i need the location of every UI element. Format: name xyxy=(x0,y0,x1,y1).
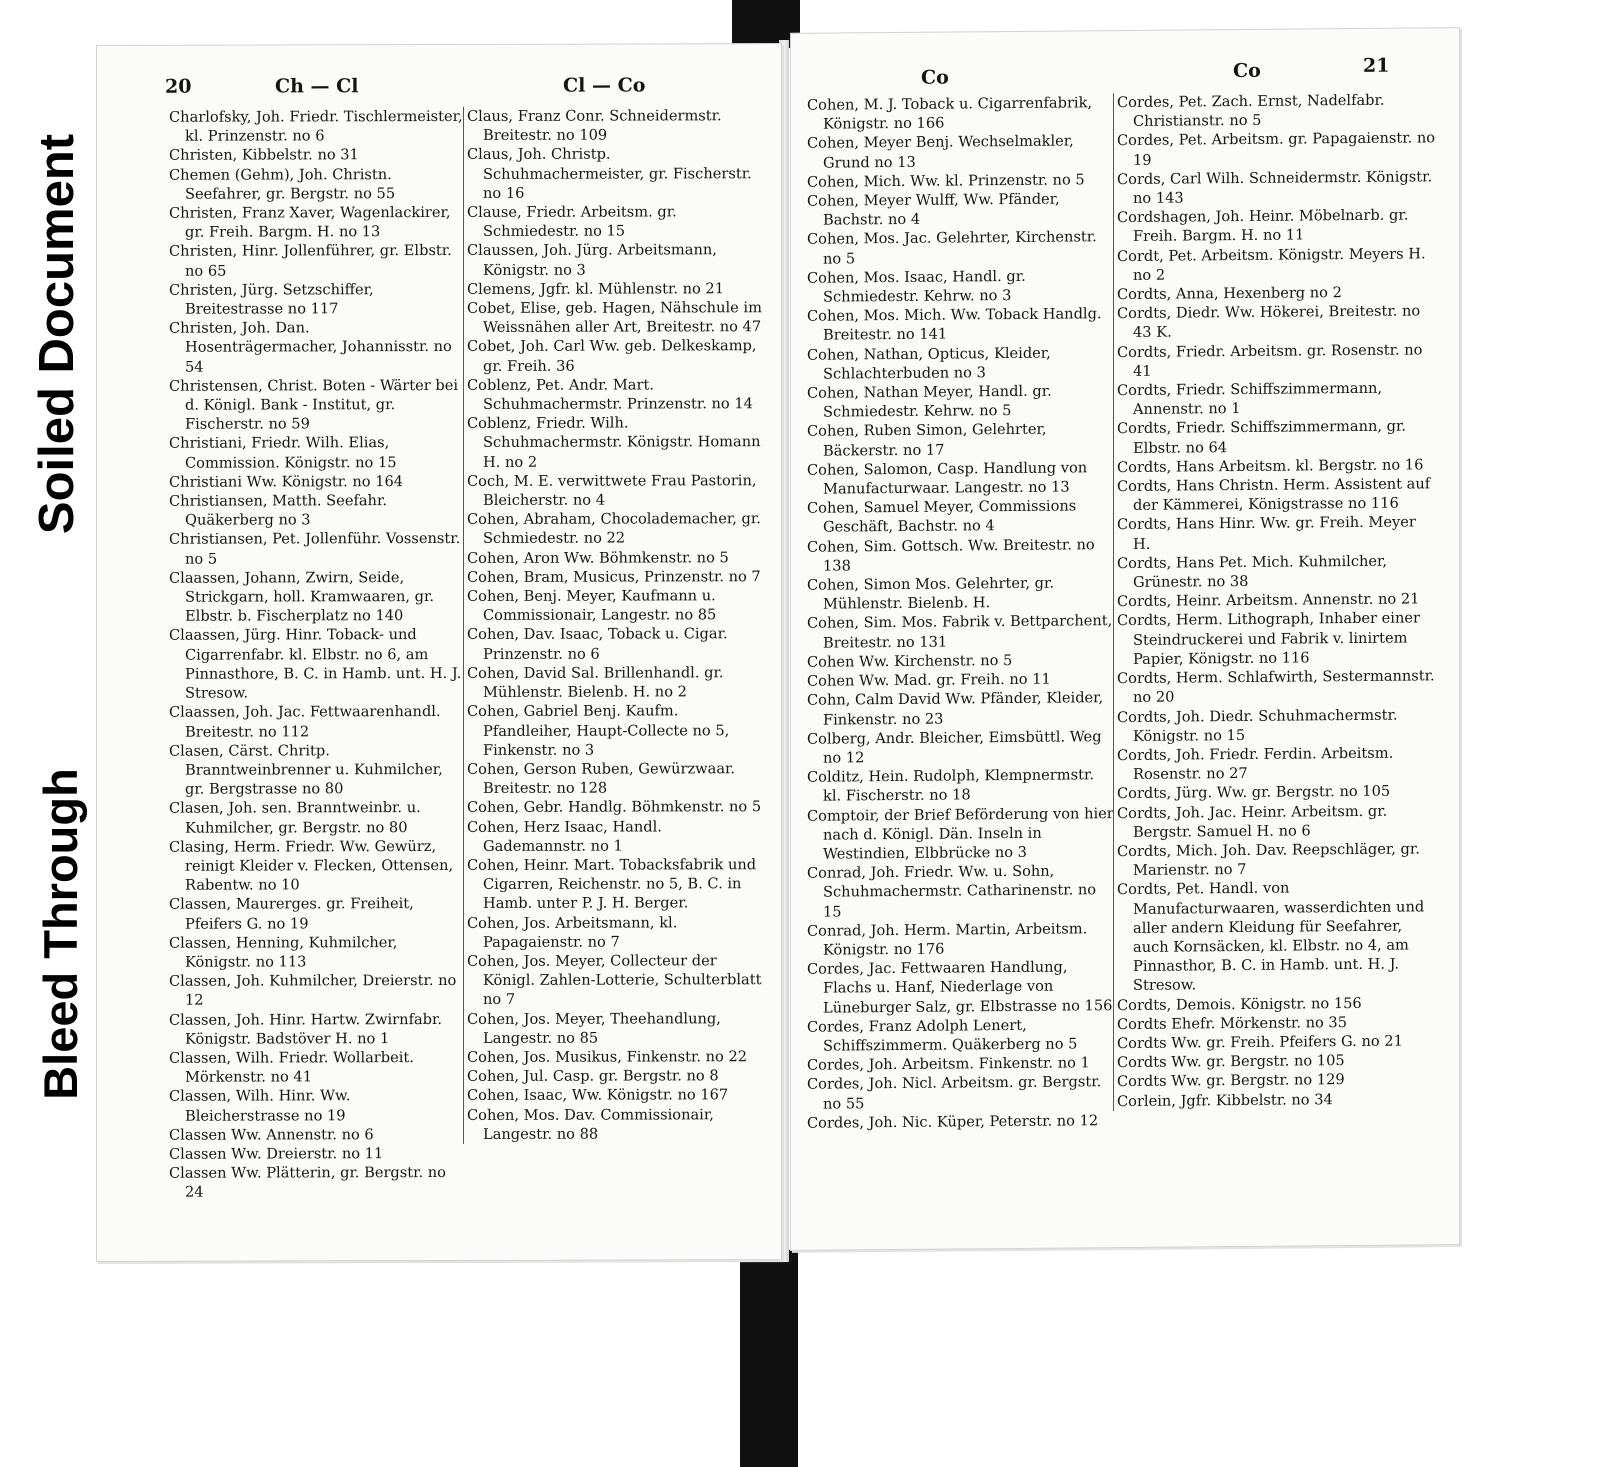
directory-entry: Cordts, Hans Hinr. Ww. gr. Freih. Meyer H. xyxy=(1117,513,1416,553)
directory-entry: Claassen, Joh. Jac. Fettwaarenhandl. Breitestr. no 112 xyxy=(169,703,441,741)
directory-entry: Christen, Franz Xaver, Wagenlackirer, gr. Freih. Bargm. H. no 13 xyxy=(169,203,451,241)
directory-column xyxy=(169,107,465,1202)
directory-entry: Coblenz, Friedr. Wilh. Schuhmachermstr. Königstr. Homann H. no 2 xyxy=(467,414,761,471)
directory-entry: Cohen, Benj. Meyer, Kaufmann u. Commissionair, Langestr. no 85 xyxy=(467,587,717,625)
left-page xyxy=(96,43,782,1262)
directory-entry: Cordts, Pet. Handl. von Manufacturwaaren, wasserdichten und aller andern Kleidung für Seefahrer, auch Kornsäcken, kl. Elbstr. no 4, am Pinnasthor, B. C. in Hamb. unt. H. J. Stresow. xyxy=(1117,879,1425,995)
directory-entry: Clasing, Herm. Friedr. Ww. Gewürz, reinigt Kleider v. Flecken, Ottensen, Rabentw. no 10 xyxy=(169,837,454,894)
directory-entry: Cohen, M. J. Toback u. Cigarrenfabrik, Königstr. no 166 xyxy=(807,94,1093,133)
directory-entry: Cohen, Simon Mos. Gelehrter, gr. Mühlenstr. Bielenb. H. xyxy=(807,574,1054,613)
bleed-through-label: Bleed Through xyxy=(34,768,87,1100)
directory-entry: Cordes, Franz Adolph Lenert, Schiffszimmerm. Quäkerberg no 5 xyxy=(807,1016,1078,1055)
directory-entry: Claus, Franz Conr. Schneidermstr. Breitestr. no 109 xyxy=(467,107,722,145)
directory-entry: Cordes, Joh. Nic. Küper, Peterstr. no 12 xyxy=(807,1111,1099,1132)
directory-entry: Cordts, Herm. Lithograph, Inhaber einer Steindruckerei und Fabrik v. linirtem Papier, Königstr. no 116 xyxy=(1117,609,1420,668)
directory-entry: Christiani, Friedr. Wilh. Elias, Commission. Königstr. no 15 xyxy=(169,434,397,472)
directory-entry: Classen, Wilh. Friedr. Wollarbeit. Mörkenstr. no 41 xyxy=(169,1049,414,1086)
directory-entry: Classen Ww. Dreierstr. no 11 xyxy=(169,1145,384,1163)
directory-entry: Cohen, Ruben Simon, Gelehrter, Bäckerstr. no 17 xyxy=(807,421,1047,460)
directory-entry: Cordts, Heinr. Arbeitsm. Annenstr. no 21 xyxy=(1117,590,1420,611)
directory-entry: Corlein, Jgfr. Kibbelstr. no 34 xyxy=(1117,1090,1333,1110)
directory-entry: Cordts, Diedr. Ww. Hökerei, Breitestr. no 43 K. xyxy=(1117,302,1421,342)
directory-entry: Cohen, Gerson Ruben, Gewürzwaar. Breitestr. no 128 xyxy=(467,760,736,797)
directory-entry: Cohen, Bram, Musicus, Prinzenstr. no 7 xyxy=(467,568,761,586)
directory-entry: Cohen, Gabriel Benj. Kaufm. Pfandleiher, Haupt-Collecte no 5, Finkenstr. no 3 xyxy=(467,702,730,759)
directory-entry: Cordts, Hans Christn. Herm. Assistent auf der Kämmerei, Königstrasse no 116 xyxy=(1117,475,1431,515)
binding-band-bottom xyxy=(740,1250,798,1467)
directory-entry: Claassen, Johann, Zwirn, Seide, Strickgarn, holl. Kramwaaren, gr. Elbstr. b. Fischerplatz no 140 xyxy=(169,568,434,625)
directory-entry: Christiansen, Pet. Jollenführ. Vossenstr. no 5 xyxy=(169,530,461,568)
heading-right-column2: Co xyxy=(1233,59,1261,83)
directory-entry: Classen, Joh. Kuhmilcher, Dreierstr. no 12 xyxy=(169,972,457,1010)
directory-entry: Classen, Wilh. Hinr. Ww. Bleicherstrasse no 19 xyxy=(169,1087,351,1125)
directory-entry: Cohen, Mos. Isaac, Handl. gr. Schmiedestr. Kehrw. no 3 xyxy=(807,267,1026,306)
directory-entry: Chemen (Gehm), Joh. Christn. Seefahrer, gr. Bergstr. no 55 xyxy=(169,165,396,203)
directory-entry: Colberg, Andr. Bleicher, Eimsbüttl. Weg no 12 xyxy=(807,727,1102,767)
directory-entry: Cordts Ww. gr. Freih. Pfeifers G. no 21 xyxy=(1117,1032,1403,1053)
directory-entry: Cordts Ww. gr. Bergstr. no 105 xyxy=(1117,1052,1345,1072)
directory-column xyxy=(463,106,765,1144)
directory-entry: Cordts, Friedr. Arbeitsm. gr. Rosenstr. no 41 xyxy=(1117,341,1423,380)
directory-entry: Cobet, Joh. Carl Ww. geb. Delkeskamp, gr. Freih. 36 xyxy=(467,337,757,375)
directory-entry: Classen, Henning, Kuhmilcher, Königstr. no 113 xyxy=(169,933,398,971)
directory-entry: Cohen, Jos. Meyer, Theehandlung, Langestr. no 85 xyxy=(467,1009,721,1047)
directory-entry: Classen, Joh. Hinr. Hartw. Zwirnfabr. Königstr. Badstöver H. no 1 xyxy=(169,1010,443,1048)
bleed-through-stamp xyxy=(14,718,108,1150)
directory-entry: Claussen, Joh. Jürg. Arbeitsmann, Königstr. no 3 xyxy=(467,241,717,279)
soiled-document-label: Soiled Document xyxy=(30,133,84,535)
directory-entry: Cohen Ww. Mad. gr. Freih. no 11 xyxy=(807,670,1051,690)
directory-entry: Cohen, Mos. Dav. Commissionair, Langestr. no 88 xyxy=(467,1105,714,1143)
heading-right-column1: Co xyxy=(921,66,949,89)
directory-entry: Cordts, Joh. Friedr. Ferdin. Arbeitsm. Rosenstr. no 27 xyxy=(1117,744,1394,784)
directory-entry: Cordts, Mich. Joh. Dav. Reepschläger, gr. Marienstr. no 7 xyxy=(1117,840,1420,880)
directory-entry: Cohen, Isaac, Ww. Königstr. no 167 xyxy=(467,1086,729,1105)
directory-entry: Classen Ww. Plätterin, gr. Bergstr. no 24 xyxy=(169,1164,446,1202)
directory-entry: Cohen, Abraham, Chocolademacher, gr. Schmiedestr. no 22 xyxy=(467,510,761,548)
directory-entry: Cohen, Meyer Wulff, Ww. Pfänder, Bachstr. no 4 xyxy=(807,190,1060,229)
directory-entry: Christensen, Christ. Boten - Wärter bei d. Königl. Bank - Institut, gr. Fischerstr. no 59 xyxy=(169,376,459,433)
directory-entry: Colditz, Hein. Rudolph, Klempnermstr. kl. Fischerstr. no 18 xyxy=(807,766,1094,805)
directory-entry: Conrad, Joh. Herm. Martin, Arbeitsm. Königstr. no 176 xyxy=(807,920,1088,959)
directory-entry: Cordts, Hans Pet. Mich. Kuhmilcher, Grünestr. no 38 xyxy=(1117,552,1388,592)
directory-entry: Claassen, Jürg. Hinr. Toback- und Cigarrenfabr. kl. Elbstr. no 6, am Pinnasthore, B. C. in Hamb. unt. H. J. Stresow. xyxy=(169,626,462,702)
directory-entry: Cohen, Mos. Mich. Ww. Toback Handlg. Breitestr. no 141 xyxy=(807,305,1102,345)
directory-entry: Clause, Friedr. Arbeitsm. gr. Schmiedestr. no 15 xyxy=(467,203,677,241)
directory-entry: Cohen Ww. Kirchenstr. no 5 xyxy=(807,651,1013,671)
directory-entry: Cohen, Jos. Meyer, Collecteur der Königl. Zahlen-Lotterie, Schulterblatt no 7 xyxy=(467,952,762,1009)
directory-entry: Clasen, Joh. sen. Branntweinbr. u. Kuhmilcher, gr. Bergstr. no 80 xyxy=(169,799,421,837)
directory-entry: Cordts, Herm. Schlafwirth, Sestermannstr. no 20 xyxy=(1117,667,1435,707)
directory-entry: Cohen, Heinr. Mart. Tobacksfabrik und Cigarren, Reichenstr. no 5, B. C. in Hamb. unter P. J. H. Berger. xyxy=(467,856,757,913)
directory-entry: Cordts Ww. gr. Bergstr. no 129 xyxy=(1117,1071,1345,1091)
directory-column xyxy=(807,93,1115,1133)
page-number-right: 21 xyxy=(1363,54,1390,77)
directory-entry: Claus, Joh. Christp. Schuhmachermeister, gr. Fischerstr. no 16 xyxy=(467,145,752,202)
directory-entry: Cohen, Aron Ww. Böhmkenstr. no 5 xyxy=(467,548,729,567)
directory-entry: Cordts, Friedr. Schiffszimmermann, Annenstr. no 1 xyxy=(1117,379,1383,419)
directory-entry: Christiansen, Matth. Seefahr. Quäkerberg no 3 xyxy=(169,492,387,529)
directory-entry: Cohen, Sim. Mos. Fabrik v. Bettparchent, Breitestr. no 131 xyxy=(807,612,1113,652)
directory-entry: Cordts, Joh. Jac. Heinr. Arbeitsm. gr. Bergstr. Samuel H. no 6 xyxy=(1117,802,1388,841)
directory-entry: Cordes, Pet. Zach. Ernst, Nadelfabr. Christianstr. no 5 xyxy=(1117,91,1385,131)
directory-entry: Cordes, Jac. Fettwaaren Handlung, Flachs u. Hanf, Niederlage von Lüneburger Salz, gr. Elbstrasse no 156 xyxy=(807,958,1113,1017)
directory-entry: Coblenz, Pet. Andr. Mart. Schuhmachermstr. Prinzenstr. no 14 xyxy=(467,376,753,413)
directory-entry: Cohen, Jos. Musikus, Finkenstr. no 22 xyxy=(467,1048,748,1066)
directory-entry: Cohen, Samuel Meyer, Commissions Geschäft, Bachstr. no 4 xyxy=(807,497,1077,537)
directory-entry: Cordts, Demois. Königstr. no 156 xyxy=(1117,994,1362,1014)
directory-entry: Clemens, Jgfr. kl. Mühlenstr. no 21 xyxy=(467,280,724,298)
directory-entry: Classen, Maurerges. gr. Freiheit, Pfeifers G. no 19 xyxy=(169,895,414,933)
directory-entry: Cohen, Dav. Isaac, Toback u. Cigar. Prinzenstr. no 6 xyxy=(467,625,728,663)
directory-entry: Cordts, Jürg. Ww. gr. Bergstr. no 105 xyxy=(1117,782,1391,803)
directory-entry: Cobet, Elise, geb. Hagen, Nähschule im Weissnähen aller Art, Breitestr. no 47 xyxy=(467,299,762,337)
directory-entry: Cohen, Mos. Jac. Gelehrter, Kirchenstr. no 5 xyxy=(807,228,1097,268)
directory-entry: Christen, Hinr. Jollenführer, gr. Elbstr. no 65 xyxy=(169,242,452,280)
directory-entry: Cordts, Friedr. Schiffszimmermann, gr. Elbstr. no 64 xyxy=(1117,418,1407,457)
directory-entry: Cordts Ehefr. Mörkenstr. no 35 xyxy=(1117,1013,1347,1033)
directory-entry: Cohen, Meyer Benj. Wechselmakler, Grund no 13 xyxy=(807,132,1074,172)
directory-entry: Cohn, Calm David Ww. Pfänder, Kleider, Finkenstr. no 23 xyxy=(807,689,1104,729)
soiled-document-stamp xyxy=(14,84,100,584)
directory-entry: Cohen, Nathan Meyer, Handl. gr. Schmiedestr. Kehrw. no 5 xyxy=(807,382,1052,421)
directory-entry: Clasen, Cärst. Chritp. Branntweinbrenner u. Kuhmilcher, gr. Bergstrasse no 80 xyxy=(169,741,443,798)
directory-entry: Classen Ww. Annenstr. no 6 xyxy=(169,1125,374,1144)
directory-entry: Cohen, Sim. Gottsch. Ww. Breitestr. no 138 xyxy=(807,535,1095,575)
directory-entry: Cohen, Jos. Arbeitsmann, kl. Papagaienstr. no 7 xyxy=(467,913,678,951)
directory-entry: Comptoir, der Brief Beförderung von hier nach d. Königl. Dän. Inseln in Westindien, Elbbrücke no 3 xyxy=(807,804,1114,863)
directory-entry: Cordts, Hans Arbeitsm. kl. Bergstr. no 16 xyxy=(1117,456,1424,476)
heading-left-column2: Cl — Co xyxy=(563,74,646,97)
directory-entry: Cordts, Anna, Hexenberg no 2 xyxy=(1117,284,1342,304)
directory-entry: Cohen, Mich. Ww. kl. Prinzenstr. no 5 xyxy=(807,171,1085,191)
directory-entry: Cohen, Salomon, Casp. Handlung von Manufacturwaar. Langestr. no 13 xyxy=(807,459,1088,498)
directory-entry: Cohen, Gebr. Handlg. Böhmkenstr. no 5 xyxy=(467,798,762,817)
heading-left-column1: Ch — Cl xyxy=(275,75,359,98)
directory-entry: Conrad, Joh. Friedr. Ww. u. Sohn, Schuhmachermstr. Catharinenstr. no 15 xyxy=(807,862,1097,921)
directory-entry: Christen, Kibbelstr. no 31 xyxy=(169,146,359,165)
directory-entry: Cordts, Joh. Diedr. Schuhmachermstr. Königstr. no 15 xyxy=(1117,706,1398,745)
directory-entry: Cordes, Pet. Arbeitsm. gr. Papagaienstr. no 19 xyxy=(1117,129,1436,169)
directory-entry: Christiani Ww. Königstr. no 164 xyxy=(169,472,404,491)
directory-entry: Cords, Carl Wilh. Schneidermstr. Königstr. no 143 xyxy=(1117,168,1433,207)
directory-entry: Cordes, Joh. Arbeitsm. Finkenstr. no 1 xyxy=(807,1054,1090,1074)
directory-entry: Cohen, Herz Isaac, Handl. Gademannstr. no 1 xyxy=(467,817,662,855)
right-page xyxy=(790,27,1460,1251)
directory-entry: Coch, M. E. verwittwete Frau Pastorin, Bleicherstr. no 4 xyxy=(467,472,757,509)
directory-entry: Cohen, David Sal. Brillenhandl. gr. Mühlenstr. Bielenb. H. no 2 xyxy=(467,664,724,701)
directory-entry: Cordshagen, Joh. Heinr. Möbelnarb. gr. Freih. Bargm. H. no 11 xyxy=(1117,206,1409,246)
directory-entry: Christen, Jürg. Setzschiffer, Breitestrasse no 117 xyxy=(169,280,374,318)
directory-entry: Christen, Joh. Dan. Hosenträgermacher, Johannisstr. no 54 xyxy=(169,319,452,376)
directory-entry: Cohen, Jul. Casp. gr. Bergstr. no 8 xyxy=(467,1067,719,1086)
page-number-left: 20 xyxy=(165,75,192,98)
directory-entry: Charlofsky, Joh. Friedr. Tischlermeister, kl. Prinzenstr. no 6 xyxy=(169,107,463,145)
directory-column xyxy=(1113,90,1437,1111)
directory-entry: Cordt, Pet. Arbeitsm. Königstr. Meyers H. no 2 xyxy=(1117,245,1426,284)
directory-entry: Cordes, Joh. Nicl. Arbeitsm. gr. Bergstr. no 55 xyxy=(807,1073,1102,1113)
directory-entry: Cohen, Nathan, Opticus, Kleider, Schlachterbuden no 3 xyxy=(807,344,1051,383)
